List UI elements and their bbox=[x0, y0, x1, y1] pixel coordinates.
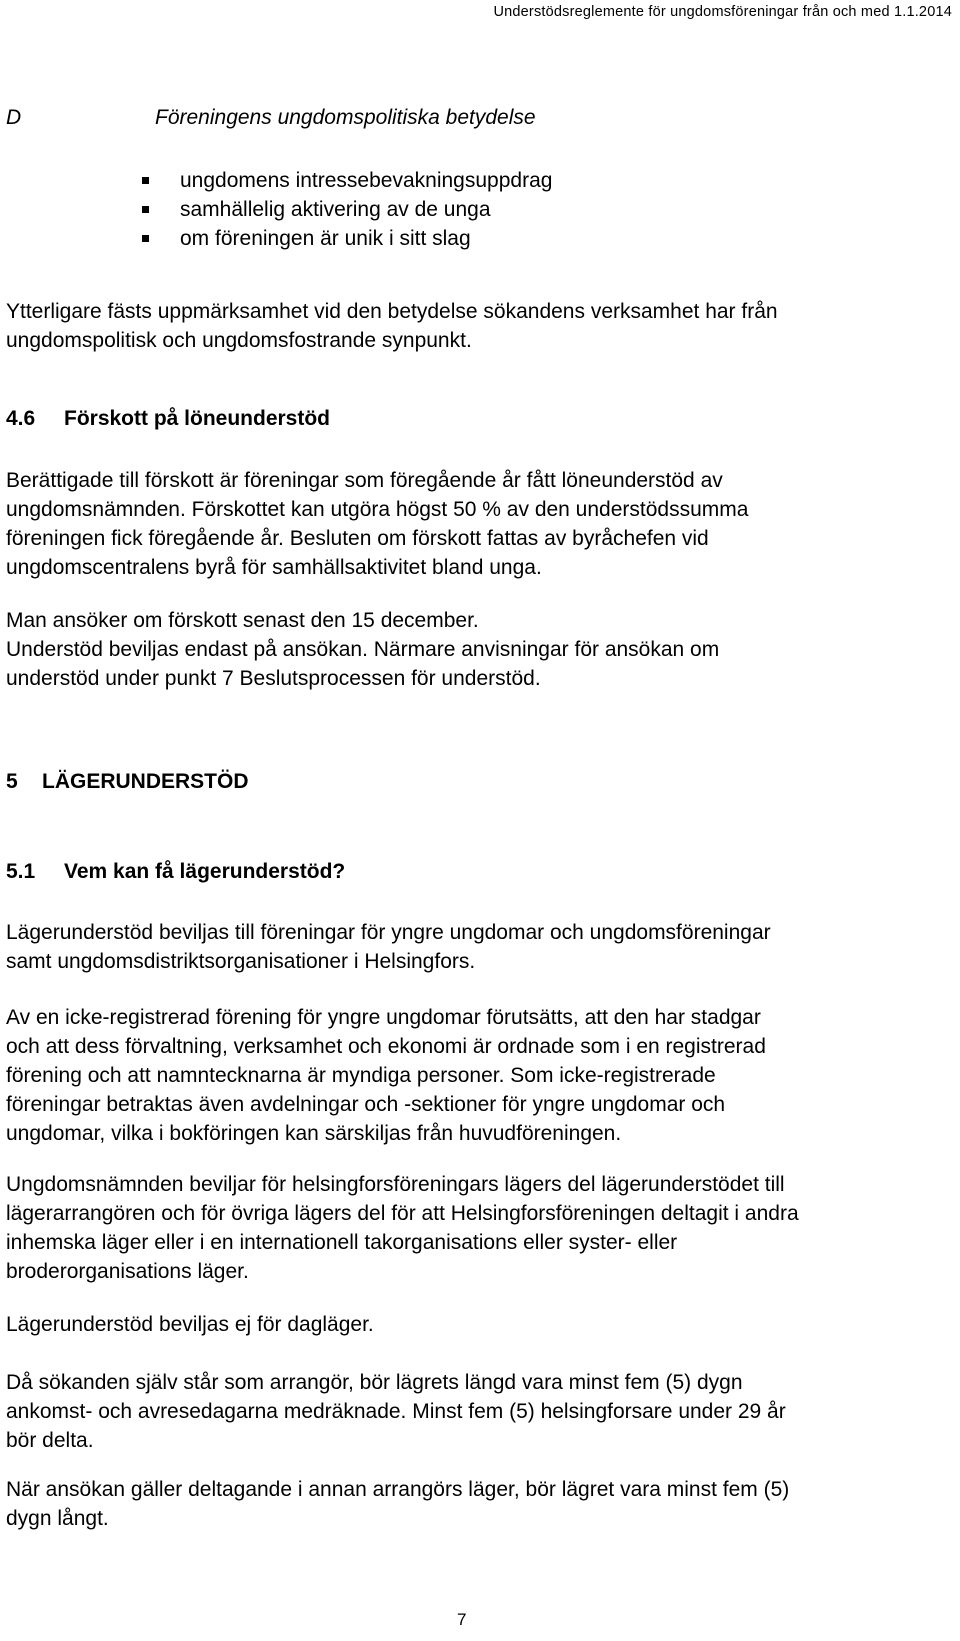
section-title: Föreningens ungdomspolitiska betydelse bbox=[155, 106, 536, 129]
paragraph-5-1-3: Ungdomsnämnden beviljar för helsingforsföreningars lägers del lägerunderstödet till lägerarrangören och för övriga lägers del för att Helsingforsföreningen deltagit i andra inhemska läger eller i en internationell takorganisations eller syster- eller broderorganisations läger. bbox=[6, 1173, 799, 1283]
list-item: om föreningen är unik i sitt slag bbox=[140, 224, 552, 253]
page-number: 7 bbox=[457, 1610, 467, 1629]
list-item: ungdomens intressebevakningsuppdrag bbox=[140, 166, 552, 195]
list-item: samhällelig aktivering av de unga bbox=[140, 195, 552, 224]
page-header: Understödsreglemente för ungdomsföreningar från och med 1.1.2014 bbox=[493, 4, 952, 20]
heading-4-6: 4.6 Förskott på löneunderstöd bbox=[6, 407, 331, 430]
square-bullet-icon bbox=[142, 235, 149, 242]
heading-5: 5 LÄGERUNDERSTÖD bbox=[6, 770, 249, 793]
paragraph-4-6-1: Berättigade till förskott är föreningar som föregående år fått löneunderstöd av ungdomsnämnden. Förskottet kan utgöra högst 50 % av den understödssumma föreningen fick föregående år. Besluten om förskott fattas av byråchefen vid ungdomscentralens byrå för samhällsaktivitet bland unga. bbox=[6, 469, 749, 579]
square-bullet-icon bbox=[142, 206, 149, 213]
section-letter: D bbox=[6, 106, 22, 129]
heading-5-1: 5.1 Vem kan få lägerunderstöd? bbox=[6, 860, 346, 883]
paragraph-5-1-6: När ansökan gäller deltagande i annan arrangörs läger, bör lägret vara minst fem (5) dygn långt. bbox=[6, 1478, 790, 1530]
paragraph-attention: Ytterligare fästs uppmärksamhet vid den betydelse sökandens verksamhet har från ungdomspolitisk och ungdomsfostrande synpunkt. bbox=[6, 300, 778, 352]
paragraph-5-1-1: Lägerunderstöd beviljas till föreningar för yngre ungdomar och ungdomsföreningar samt ungdomsdistriktsorganisationer i Helsingfors. bbox=[6, 921, 771, 973]
square-bullet-icon bbox=[142, 177, 149, 184]
paragraph-4-6-2: Man ansöker om förskott senast den 15 december. Understöd beviljas endast på ansökan. Närmare anvisningar för ansökan om understöd under punkt 7 Beslutsprocessen för understöd. bbox=[6, 609, 720, 690]
bullet-list bbox=[140, 166, 552, 253]
paragraph-5-1-5: Då sökanden själv står som arrangör, bör lägrets längd vara minst fem (5) dygn ankomst- och avresedagarna medräknade. Minst fem (5) helsingforsare under 29 år bör delta. bbox=[6, 1371, 786, 1452]
paragraph-5-1-2: Av en icke-registrerad förening för yngre ungdomar förutsätts, att den har stadgar och att dess förvaltning, verksamhet och ekonomi är ordnade som i en registrerad förening och att namntecknarna är myndiga personer. Som icke-registrerade föreningar betraktas även avdelningar och -sektioner för yngre ungdomar och ungdomar, vilka i bokföringen kan särskiljas från huvudföreningen. bbox=[6, 1006, 766, 1145]
paragraph-5-1-4: Lägerunderstöd beviljas ej för dagläger. bbox=[6, 1313, 374, 1336]
